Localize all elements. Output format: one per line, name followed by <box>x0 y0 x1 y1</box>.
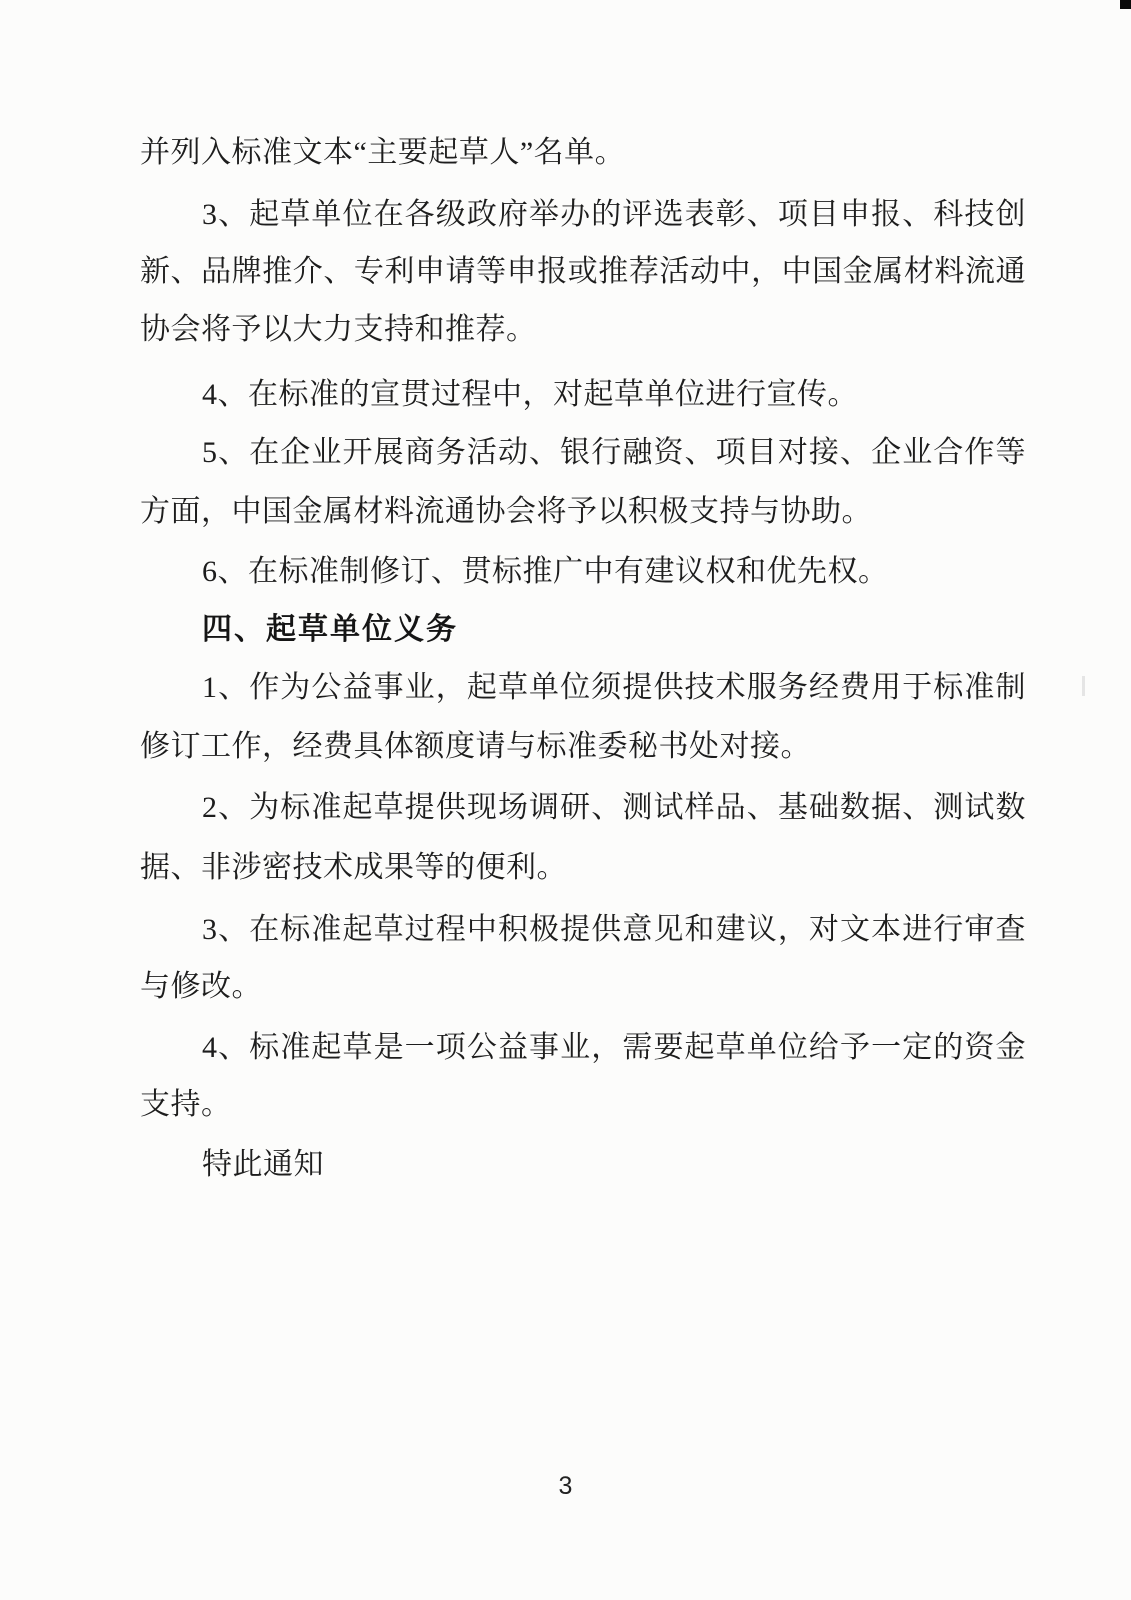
section-heading: 四、起草单位义务 <box>202 613 458 646</box>
scan-artifact-corner <box>1120 0 1131 9</box>
paragraph-line: 与修改。 <box>140 970 262 1003</box>
paragraph-line: 2、为标准起草提供现场调研、测试样品、基础数据、测试数 <box>202 791 1026 824</box>
scan-artifact-speck <box>1082 676 1085 696</box>
closing-notice-line: 特此通知 <box>202 1148 324 1181</box>
paragraph-line: 支持。 <box>140 1088 232 1121</box>
paragraph-line: 4、在标准的宣贯过程中，对起草单位进行宣传。 <box>202 378 858 411</box>
paragraph-line: 协会将予以大力支持和推荐。 <box>140 313 537 346</box>
paragraph-line: 方面，中国金属材料流通协会将予以积极支持与协助。 <box>140 495 872 528</box>
paragraph-line: 4、标准起草是一项公益事业，需要起草单位给予一定的资金 <box>202 1031 1026 1064</box>
paragraph-line: 新、品牌推介、专利申请等申报或推荐活动中，中国金属材料流通 <box>140 255 1026 288</box>
paragraph-line: 修订工作，经费具体额度请与标准委秘书处对接。 <box>140 730 811 763</box>
paragraph-line: 并列入标准文本“主要起草人”名单。 <box>140 136 626 169</box>
paragraph-line: 据、非涉密技术成果等的便利。 <box>140 851 567 884</box>
paragraph-line: 6、在标准制修订、贯标推广中有建议权和优先权。 <box>202 555 889 588</box>
paragraph-line: 1、作为公益事业，起草单位须提供技术服务经费用于标准制 <box>202 671 1026 704</box>
page-number: 3 <box>558 1472 573 1500</box>
paragraph-line: 3、起草单位在各级政府举办的评选表彰、项目申报、科技创 <box>202 198 1026 231</box>
paragraph-line: 5、在企业开展商务活动、银行融资、项目对接、企业合作等 <box>202 436 1026 469</box>
paragraph-line: 3、在标准起草过程中积极提供意见和建议，对文本进行审查 <box>202 913 1026 946</box>
